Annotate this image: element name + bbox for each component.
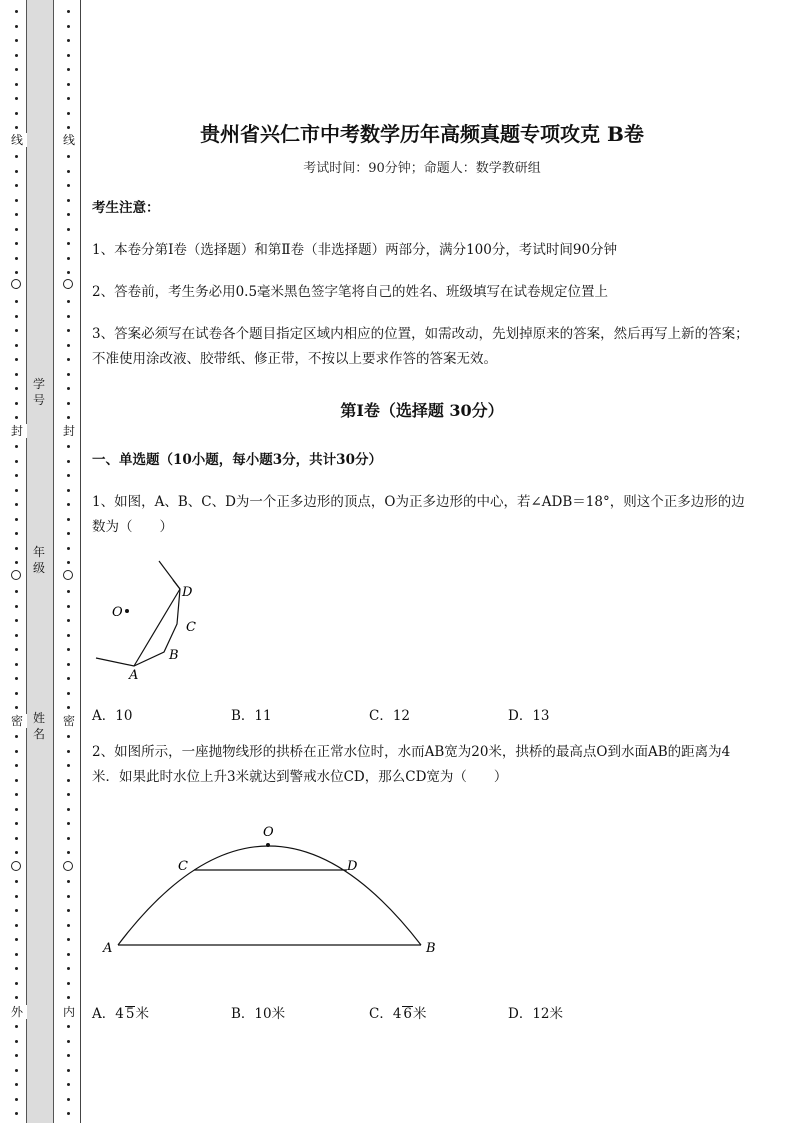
binding-dot xyxy=(67,83,70,86)
question-1-text: 1、如图，A、B、C、D为一个正多边形的顶点，O为正多边形的中心，若∠ADB＝18°，则这个正多边形的边数为（ ） xyxy=(92,494,745,535)
binding-dot xyxy=(67,1025,70,1028)
binding-dot xyxy=(67,822,70,825)
binding-dot xyxy=(67,54,70,57)
binding-dot xyxy=(67,300,70,303)
binding-dot xyxy=(67,402,70,405)
binding-dot xyxy=(15,1025,18,1028)
binding-dot xyxy=(15,793,18,796)
binding-dot xyxy=(67,257,70,260)
binding-dot xyxy=(67,199,70,202)
notice-heading: 考生注意： xyxy=(92,200,160,216)
binding-dot xyxy=(67,39,70,42)
binding-dot xyxy=(15,808,18,811)
binding-dot xyxy=(67,315,70,318)
q2-option-c[interactable] xyxy=(369,1002,427,1022)
outer-dotted-line xyxy=(12,0,22,1123)
notice-item: 1、本卷分第I卷（选择题）和第Ⅱ卷（非选择题）两部分，满分100分，考试时间90分钟 xyxy=(92,242,618,258)
binding-dot xyxy=(67,619,70,622)
q2-option-a[interactable] xyxy=(92,1002,149,1022)
binding-dot xyxy=(15,895,18,898)
binding-dot xyxy=(67,344,70,347)
inner-ring-mark xyxy=(63,279,73,289)
binding-dot xyxy=(15,1112,18,1115)
binding-dot xyxy=(67,909,70,912)
binding-dot xyxy=(67,242,70,245)
name-label: 姓名 xyxy=(32,711,45,741)
inner-mark-seal: 封 xyxy=(59,424,79,438)
outer-ring-mark xyxy=(11,570,21,580)
binding-dot xyxy=(67,677,70,680)
binding-dot xyxy=(15,25,18,28)
q1-option-b[interactable]: B．11 xyxy=(231,708,272,724)
question-1-figure xyxy=(92,555,222,685)
inner-ring-mark xyxy=(63,861,73,871)
binding-dot xyxy=(67,590,70,593)
binding-dot xyxy=(67,663,70,666)
binding-dot xyxy=(15,387,18,390)
notice-item: 2、答卷前，考生务必用0.5毫米黑色签字笔将自己的姓名、班级填写在试卷规定位置上 xyxy=(92,284,609,300)
binding-dot xyxy=(67,474,70,477)
binding-dot xyxy=(15,83,18,86)
binding-dot xyxy=(67,271,70,274)
outer-ring-mark xyxy=(11,279,21,289)
binding-dot xyxy=(67,735,70,738)
outer-ring-mark xyxy=(11,861,21,871)
binding-dot xyxy=(67,518,70,521)
inner-mark-inside: 内 xyxy=(59,1005,79,1019)
binding-dot xyxy=(67,503,70,506)
binding-dot xyxy=(67,648,70,651)
binding-dot xyxy=(15,880,18,883)
outer-mark-outside: 外 xyxy=(7,1005,27,1019)
binding-dot xyxy=(67,170,70,173)
q2-option-c-prefix: C．4 xyxy=(369,1006,402,1022)
outer-mark-seal: 封 xyxy=(7,424,27,438)
binding-dot xyxy=(67,851,70,854)
binding-dot xyxy=(15,851,18,854)
binding-dot xyxy=(15,982,18,985)
binding-dot xyxy=(67,1112,70,1115)
binding-dot xyxy=(15,677,18,680)
binding-dot xyxy=(67,547,70,550)
binding-dot xyxy=(67,750,70,753)
figure2-label-b: B xyxy=(426,941,436,956)
inner-ring-mark xyxy=(63,570,73,580)
binding-dot xyxy=(15,648,18,651)
binding-dot xyxy=(15,54,18,57)
binding-dot xyxy=(15,605,18,608)
outer-mark-line: 线 xyxy=(7,133,27,147)
binding-dot xyxy=(67,764,70,767)
figure1-label-b: B xyxy=(169,648,179,663)
binding-dot xyxy=(67,982,70,985)
binding-dot xyxy=(15,257,18,260)
binding-dot xyxy=(15,735,18,738)
binding-dot xyxy=(15,779,18,782)
binding-dot xyxy=(15,474,18,477)
binding-dot xyxy=(15,68,18,71)
binding-dot xyxy=(15,358,18,361)
binding-dot xyxy=(67,793,70,796)
exam-title: 贵州省兴仁市中考数学历年高频真题专项攻克 B卷 xyxy=(200,122,644,146)
binding-dot xyxy=(67,996,70,999)
binding-dot xyxy=(67,416,70,419)
binding-dot xyxy=(67,489,70,492)
binding-dot xyxy=(67,692,70,695)
binding-dot xyxy=(15,126,18,129)
q2-option-a-radicand: 5 xyxy=(125,1006,135,1022)
exam-subtitle: 考试时间：90分钟；命题人：数学教研组 xyxy=(303,161,541,176)
binding-dot xyxy=(67,228,70,231)
binding-dot xyxy=(67,706,70,709)
binding-dot xyxy=(15,271,18,274)
binding-dot xyxy=(67,953,70,956)
section-title: 一、单选题（10小题，每小题3分，共计30分） xyxy=(92,452,382,468)
binding-dot xyxy=(15,242,18,245)
binding-dot xyxy=(15,445,18,448)
binding-dot xyxy=(67,445,70,448)
binding-dot xyxy=(67,387,70,390)
q2-option-d[interactable]: D．12米 xyxy=(508,1006,564,1022)
binding-dot xyxy=(67,1054,70,1057)
binding-dot xyxy=(15,619,18,622)
q2-option-c-unit: 米 xyxy=(413,1006,427,1022)
notice-item: 3、答案必须写在试卷各个题目指定区域内相应的位置，如需改动，先划掉原来的答案，然后再写上新的答案；不准使用涂改液、胶带纸、修正带，不按以上要求作答的答案无效。 xyxy=(92,326,749,367)
figure1-label-a: A xyxy=(129,668,139,683)
q2-option-c-radicand: 6 xyxy=(403,1006,413,1022)
binding-dot xyxy=(67,837,70,840)
binding-dot xyxy=(67,967,70,970)
binding-dot xyxy=(15,924,18,927)
binding-dot xyxy=(15,402,18,405)
part-heading: 第I卷（选择题 30分） xyxy=(340,401,504,420)
binding-dot xyxy=(67,561,70,564)
binding-dot xyxy=(15,938,18,941)
binding-dot xyxy=(15,184,18,187)
question-2-text: 2、如图所示，一座抛物线形的拱桥在正常水位时，水而AB宽为20米，拱桥的最高点O到水面AB的距离为4米．如果此时水位上升3米就达到警戒水位CD，那么CD宽为（ ） xyxy=(92,744,731,785)
binding-dot xyxy=(67,126,70,129)
binding-dot xyxy=(15,155,18,158)
binding-dot xyxy=(15,39,18,42)
binding-dot xyxy=(15,634,18,637)
binding-dot xyxy=(67,532,70,535)
binding-dot xyxy=(15,228,18,231)
figure1-label-o: O xyxy=(112,605,123,620)
binding-dot xyxy=(67,112,70,115)
binding-dot xyxy=(15,416,18,419)
binding-dot xyxy=(15,1098,18,1101)
binding-dot xyxy=(15,300,18,303)
binding-dot xyxy=(67,938,70,941)
binding-dot xyxy=(15,561,18,564)
binding-dot xyxy=(15,329,18,332)
binding-dot xyxy=(67,1083,70,1086)
binding-dot xyxy=(15,10,18,13)
binding-dot xyxy=(15,199,18,202)
q2-option-a-prefix: A．4 xyxy=(92,1006,124,1022)
binding-dot xyxy=(15,315,18,318)
binding-dot xyxy=(67,808,70,811)
binding-dot xyxy=(67,97,70,100)
binding-dot xyxy=(15,663,18,666)
binding-dot xyxy=(67,1098,70,1101)
grade-label: 年级 xyxy=(32,545,45,575)
binding-dot xyxy=(67,1040,70,1043)
figure1-label-d: D xyxy=(182,585,193,600)
binding-dot xyxy=(15,170,18,173)
binding-dot xyxy=(67,460,70,463)
binding-dot xyxy=(15,996,18,999)
binding-dot xyxy=(67,895,70,898)
binding-dot xyxy=(15,518,18,521)
binding-dot xyxy=(67,779,70,782)
binding-dot xyxy=(15,112,18,115)
binding-dot xyxy=(67,10,70,13)
figure2-label-a: A xyxy=(103,941,113,956)
binding-dot xyxy=(15,706,18,709)
binding-dot xyxy=(15,547,18,550)
binding-dot xyxy=(67,924,70,927)
binding-dot xyxy=(15,953,18,956)
student-id-label: 学号 xyxy=(32,377,45,407)
inner-dotted-line xyxy=(64,0,74,1123)
binding-dot xyxy=(67,358,70,361)
binding-dot xyxy=(67,880,70,883)
binding-dot xyxy=(15,1083,18,1086)
q1-option-c[interactable]: C．12 xyxy=(369,708,411,724)
binding-dot xyxy=(67,68,70,71)
figure2-label-o: O xyxy=(263,825,274,840)
binding-dot xyxy=(15,764,18,767)
binding-dot xyxy=(15,822,18,825)
binding-dot xyxy=(15,213,18,216)
binding-dot xyxy=(67,373,70,376)
binding-dot xyxy=(15,97,18,100)
binding-dot xyxy=(15,967,18,970)
binding-dot xyxy=(67,213,70,216)
figure2-label-d: D xyxy=(347,859,358,874)
binding-dot xyxy=(15,1040,18,1043)
binding-dot xyxy=(15,692,18,695)
binding-dot xyxy=(67,329,70,332)
binding-dot xyxy=(15,489,18,492)
binding-dot xyxy=(15,373,18,376)
binding-dot xyxy=(15,503,18,506)
binding-dot xyxy=(15,837,18,840)
figure1-label-c: C xyxy=(186,620,196,635)
binding-dot xyxy=(67,605,70,608)
binding-dot xyxy=(67,1069,70,1072)
binding-dot xyxy=(15,750,18,753)
binding-dot xyxy=(67,25,70,28)
figure2-label-c: C xyxy=(178,859,188,874)
binding-dot xyxy=(15,1069,18,1072)
binding-dot xyxy=(15,532,18,535)
binding-dot xyxy=(15,460,18,463)
q2-option-a-unit: 米 xyxy=(135,1006,149,1022)
question-2-figure xyxy=(92,818,452,963)
margin-rule xyxy=(80,0,81,1123)
inner-mark-secret: 密 xyxy=(59,714,79,728)
q2-option-b[interactable]: B．10米 xyxy=(231,1006,286,1022)
binding-dot xyxy=(67,184,70,187)
binding-dot xyxy=(15,1054,18,1057)
outer-mark-secret: 密 xyxy=(7,714,27,728)
q1-option-d[interactable]: D．13 xyxy=(508,708,550,724)
binding-dot xyxy=(67,634,70,637)
inner-mark-line: 线 xyxy=(59,133,79,147)
q1-option-a[interactable]: A．10 xyxy=(92,708,133,724)
binding-dot xyxy=(15,909,18,912)
binding-dot xyxy=(67,155,70,158)
binding-dot xyxy=(15,344,18,347)
binding-dot xyxy=(15,590,18,593)
